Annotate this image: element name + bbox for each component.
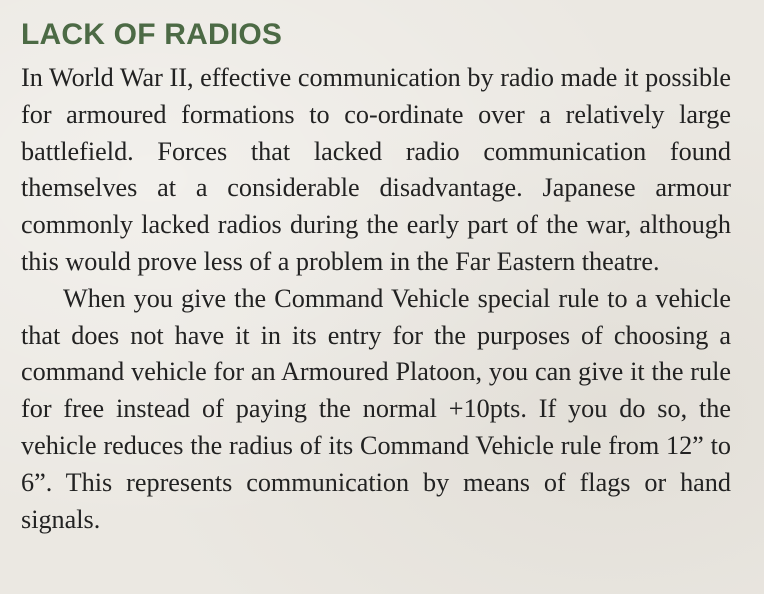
intro-paragraph: In World War II, effective communication by radio made it possible for armoured formations to co-ordinate over a relatively large battlefield. Forces that lacked radio communication found themselves at a considerable disadvantage. Japanese armour commonly lacked radios during the early part of the war, although this would prove less of a problem in the Far Eastern theatre. (21, 63, 731, 276)
rules-body (21, 60, 731, 538)
section-heading: LACK OF RADIOS (21, 18, 283, 51)
rule-paragraph: When you give the Command Vehicle special rule to a vehicle that does not have it in its entry for the purposes of choosing a command vehicle for an Armoured Platoon, you can give it the rule for free instead of paying the normal +10pts. If you do so, the vehicle reduces the radius of its Command Vehicle rule from 12” to 6”. This represents communication by means of flags or hand signals. (21, 283, 731, 534)
